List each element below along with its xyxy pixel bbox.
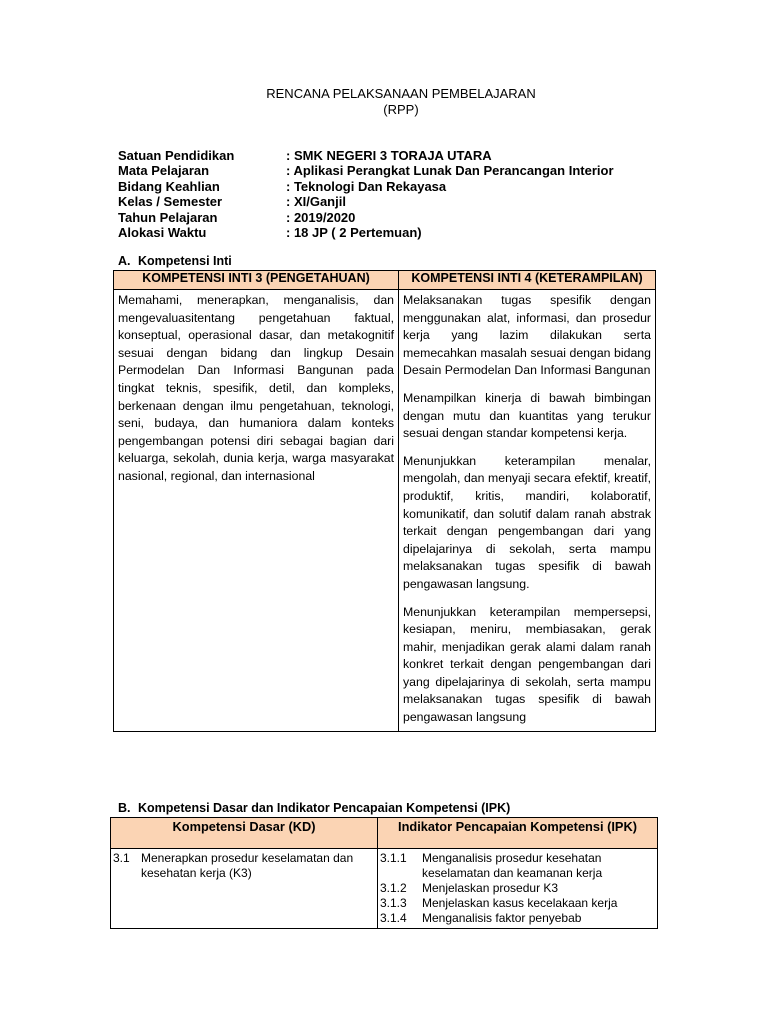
ki4-header: KOMPETENSI INTI 4 (KETERAMPILAN) [399,271,656,290]
table-header-row [111,818,658,849]
ki3-text: Memahami, menerapkan, menganalisis, dan mengevaluasitentang pengetahuan faktual, konseptual, operasional dasar, dan metakognitif sesuai dengan bidang dan lingkup Desain Permodelan Dan Informasi Bangunan pada tingkat teknis, spesifik, detil, dan kompleks, berkenaan dengan ilmu pengetahuan, teknologi, seni, budaya, dan humaniora dalam konteks pengembangan potensi diri sebagai bagian dari keluarga, sekolah, dunia kerja, warga masyarakat nasional, regional, dan internasional [118,293,394,483]
ki4-paragraph: Menunjukkan keterampilan mempersepsi, kesiapan, meniru, membiasakan, gerak mahir, menjadikan gerak alami dalam ranah konkret terkait dengan pengembangan dari yang dipelajarinya di sekolah, serta mampu melaksanakan tugas spesifik di bawah pengawasan langsung [403,604,651,725]
ipk-cell [378,849,658,929]
section-b-title: Kompetensi Dasar dan Indikator Pencapaian Kompetensi (IPK) [138,801,511,815]
identity-value: : 18 JP ( 2 Pertemuan) [286,224,422,240]
identity-label: Satuan Pendidikan [118,148,235,163]
ipk-item [380,896,655,911]
identity-row [118,148,614,163]
kd-header: Kompetensi Dasar (KD) [111,818,378,849]
section-b-heading [118,801,510,815]
section-a-heading [118,254,232,268]
identity-value: : Aplikasi Perangkat Lunak Dan Perancangan Interior [286,163,614,179]
identity-label: Bidang Keahlian [118,178,220,194]
identity-label: Tahun Pelajaran [118,209,218,225]
identity-value: : Teknologi Dan Rekayasa [286,178,447,194]
kd-number: 3.1 [113,851,130,865]
ki3-header: KOMPETENSI INTI 3 (PENGETAHUAN) [114,271,399,290]
identity-row [118,194,614,209]
identity-row [118,210,614,225]
ipk-item [380,851,655,881]
ipk-text: Menganalisis prosedur kesehatan keselamatan dan keamanan kerja [422,851,603,880]
ipk-text: Menjelaskan prosedur K3 [422,881,559,895]
ipk-number: 3.1.3 [380,896,407,910]
identity-row [118,225,614,240]
table-row [111,849,658,929]
ki4-cell [399,290,656,732]
identity-label: Kelas / Semester [118,194,223,210]
identity-value: : XI/Ganjil [286,194,346,210]
identity-value: : SMK NEGERI 3 TORAJA UTARA [286,148,492,163]
section-a-title: Kompetensi Inti [138,254,232,268]
ki4-paragraph: Melaksanakan tugas spesifik dengan menggunakan alat, informasi, dan prosedur kerja yang lazim dilakukan serta memecahkan masalah sesuai dengan bidang Desain Permodelan Dan Informasi Bangunan [403,293,651,378]
kompetensi-dasar-table [110,817,658,929]
kd-item [113,851,375,881]
kd-text: Menerapkan prosedur keselamatan dan kesehatan kerja (K3) [141,851,354,880]
ipk-text: Menjelaskan kasus kecelakaan kerja [422,896,618,910]
ipk-header: Indikator Pencapaian Kompetensi (IPK) [378,818,658,849]
table-header-row [114,271,656,290]
ipk-number: 3.1.2 [380,881,407,895]
identity-block [118,148,614,240]
ipk-text: Menganalisis faktor penyebab [422,911,582,925]
document-subtitle: (RPP) [383,102,419,117]
identity-row [118,179,614,194]
identity-row [118,163,614,178]
kd-cell [111,849,378,929]
ki3-cell [114,290,399,732]
table-row [114,290,656,732]
ipk-item [380,911,655,926]
ipk-number: 3.1.4 [380,911,407,925]
ipk-number: 3.1.1 [380,851,407,865]
identity-label: Mata Pelajaran [118,163,210,179]
ki4-paragraph: Menunjukkan keterampilan menalar, mengolah, dan menyaji secara efektif, kreatif, produktif, kritis, mandiri, kolaboratif, komunikatif, dan solutif dalam ranah abstrak terkait dengan pengembangan dari yang dipelajarinya di sekolah, serta mampu melaksanakan tugas spesifik di bawah pengawasan langsung. [403,453,651,591]
ki4-paragraph: Menampilkan kinerja di bawah bimbingan dengan mutu dan kuantitas yang terukur sesuai dengan standar kompetensi kerja. [403,390,651,441]
document-title: RENCANA PELAKSANAAN PEMBELAJARAN [266,86,536,101]
ipk-item [380,881,655,896]
kompetensi-inti-table [113,270,656,732]
section-b-letter: B. [118,801,131,815]
identity-value: : 2019/2020 [286,209,356,225]
section-a-letter: A. [118,254,131,268]
identity-label: Alokasi Waktu [118,224,207,240]
